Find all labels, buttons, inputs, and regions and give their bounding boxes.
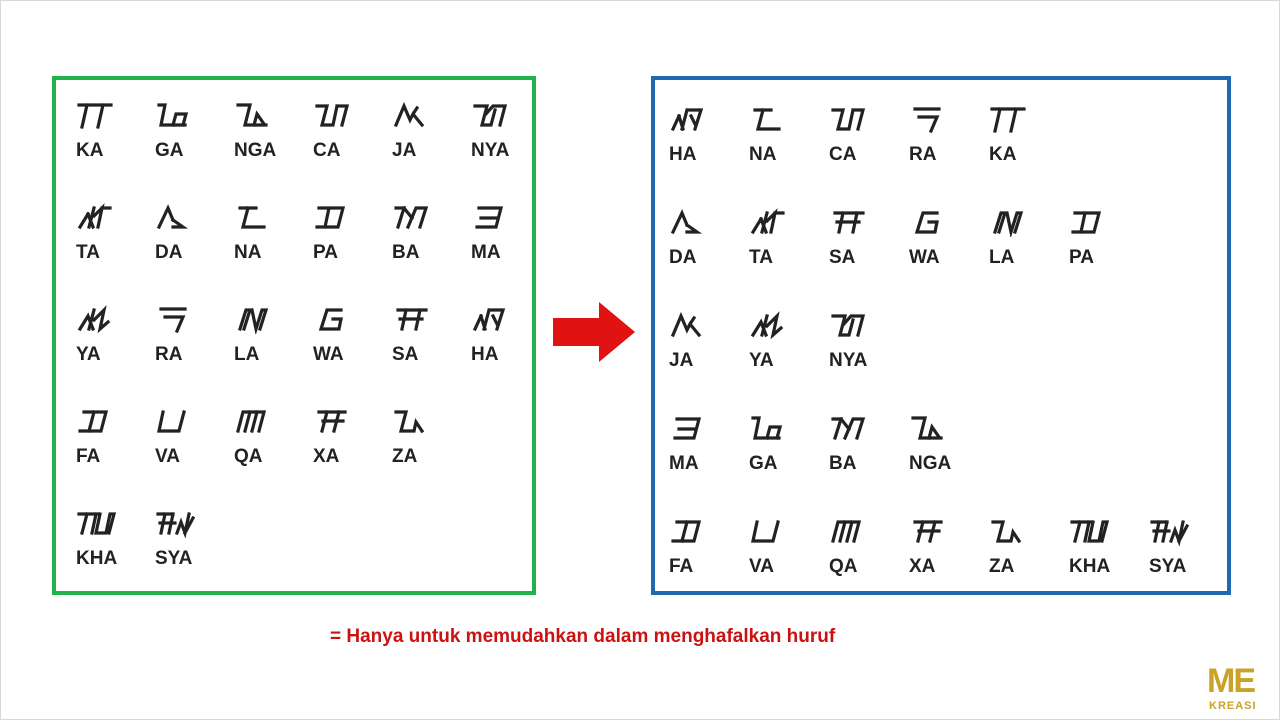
letter-cell-kha: [76, 508, 148, 574]
letter-label: HA: [471, 344, 499, 365]
letter-cell-nya: [829, 310, 901, 376]
letter-cell-ra: [909, 104, 981, 170]
letter-label: SYA: [155, 548, 193, 569]
letter-cell-nga: [909, 413, 981, 479]
ra-glyph-icon: [155, 304, 195, 334]
letter-cell-la: [989, 207, 1061, 273]
sa-glyph-icon: [392, 304, 432, 334]
letter-label: NGA: [909, 453, 952, 474]
letter-cell-pa: [1069, 207, 1141, 273]
nya-glyph-icon: [829, 310, 869, 340]
letter-cell-la: [234, 304, 306, 370]
letter-label: QA: [829, 556, 858, 577]
sya-glyph-icon: [155, 508, 195, 538]
letter-label: SYA: [1149, 556, 1187, 577]
letter-label: BA: [829, 453, 857, 474]
letter-label: TA: [749, 247, 773, 268]
xa-glyph-icon: [313, 406, 353, 436]
letter-cell-ra: [155, 304, 227, 370]
right-arrow-icon: [553, 302, 635, 362]
kha-glyph-icon: [76, 508, 116, 538]
na-glyph-icon: [749, 104, 789, 134]
la-glyph-icon: [234, 304, 274, 334]
letter-cell-fa: [76, 406, 148, 472]
kha-glyph-icon: [1069, 516, 1109, 546]
letter-label: GA: [155, 140, 184, 161]
ba-glyph-icon: [829, 413, 869, 443]
ja-glyph-icon: [669, 310, 709, 340]
letter-label: CA: [829, 144, 857, 165]
letter-label: VA: [749, 556, 774, 577]
nga-glyph-icon: [234, 100, 274, 130]
nya-glyph-icon: [471, 100, 511, 130]
nga-glyph-icon: [909, 413, 949, 443]
letter-cell-ya: [76, 304, 148, 370]
letter-cell-fa: [669, 516, 741, 582]
la-glyph-icon: [989, 207, 1029, 237]
za-glyph-icon: [392, 406, 432, 436]
logo-main-text: ME: [1207, 662, 1254, 700]
letter-label: KHA: [1069, 556, 1111, 577]
letter-label: VA: [155, 446, 180, 467]
qa-glyph-icon: [829, 516, 869, 546]
letter-label: HA: [669, 144, 697, 165]
ta-glyph-icon: [76, 202, 116, 232]
letter-cell-ga: [749, 413, 821, 479]
letter-cell-sa: [392, 304, 464, 370]
ka-glyph-icon: [76, 100, 116, 130]
letter-label: RA: [155, 344, 183, 365]
letter-cell-ha: [471, 304, 543, 370]
letter-label: DA: [669, 247, 697, 268]
va-glyph-icon: [155, 406, 195, 436]
ta-glyph-icon: [749, 207, 789, 237]
letter-cell-ma: [471, 202, 543, 268]
letter-cell-ya: [749, 310, 821, 376]
letter-label: TA: [76, 242, 100, 263]
letter-cell-ka: [989, 104, 1061, 170]
ra-glyph-icon: [909, 104, 949, 134]
letter-label: CA: [313, 140, 341, 161]
letter-label: GA: [749, 453, 778, 474]
letter-label: JA: [392, 140, 417, 161]
letter-cell-ba: [829, 413, 901, 479]
letter-cell-kha: [1069, 516, 1141, 582]
letter-label: KA: [76, 140, 104, 161]
letter-label: ZA: [989, 556, 1015, 577]
letter-label: SA: [829, 247, 856, 268]
letter-cell-na: [234, 202, 306, 268]
letter-cell-ca: [829, 104, 901, 170]
letter-label: FA: [76, 446, 101, 467]
memorization-note: = Hanya untuk memudahkan dalam menghafalkan huruf: [330, 626, 836, 647]
letter-label: NA: [234, 242, 262, 263]
letter-cell-nga: [234, 100, 306, 166]
letter-label: KHA: [76, 548, 118, 569]
sa-glyph-icon: [829, 207, 869, 237]
wa-glyph-icon: [313, 304, 353, 334]
wa-glyph-icon: [909, 207, 949, 237]
grouped-order-panel: [651, 76, 1231, 595]
letter-label: NYA: [471, 140, 510, 161]
letter-cell-va: [155, 406, 227, 472]
ma-glyph-icon: [471, 202, 511, 232]
ga-glyph-icon: [155, 100, 195, 130]
ga-glyph-icon: [749, 413, 789, 443]
letter-label: NA: [749, 144, 777, 165]
da-glyph-icon: [155, 202, 195, 232]
letter-label: WA: [313, 344, 344, 365]
letter-label: SA: [392, 344, 419, 365]
letter-cell-ma: [669, 413, 741, 479]
pa-glyph-icon: [1069, 207, 1109, 237]
letter-cell-xa: [909, 516, 981, 582]
letter-label: YA: [749, 350, 774, 371]
letter-cell-za: [989, 516, 1061, 582]
letter-label: LA: [989, 247, 1015, 268]
logo-sub-text: KREASI: [1209, 700, 1257, 712]
letter-label: QA: [234, 446, 263, 467]
letter-label: WA: [909, 247, 940, 268]
letter-cell-nya: [471, 100, 543, 166]
letter-label: YA: [76, 344, 101, 365]
letter-cell-ta: [76, 202, 148, 268]
letter-cell-qa: [829, 516, 901, 582]
letter-cell-wa: [909, 207, 981, 273]
fa-glyph-icon: [76, 406, 116, 436]
ya-glyph-icon: [76, 304, 116, 334]
letter-cell-na: [749, 104, 821, 170]
ca-glyph-icon: [313, 100, 353, 130]
original-order-panel: [52, 76, 536, 595]
letter-label: FA: [669, 556, 694, 577]
letter-label: MA: [471, 242, 501, 263]
letter-cell-sya: [1149, 516, 1221, 582]
letter-cell-va: [749, 516, 821, 582]
ca-glyph-icon: [829, 104, 869, 134]
ha-glyph-icon: [471, 304, 511, 334]
letter-label: JA: [669, 350, 694, 371]
ma-glyph-icon: [669, 413, 709, 443]
letter-cell-da: [155, 202, 227, 268]
letter-label: PA: [313, 242, 338, 263]
letter-label: NYA: [829, 350, 868, 371]
letter-cell-ja: [669, 310, 741, 376]
ka-glyph-icon: [989, 104, 1029, 134]
letter-cell-da: [669, 207, 741, 273]
na-glyph-icon: [234, 202, 274, 232]
letter-cell-ca: [313, 100, 385, 166]
xa-glyph-icon: [909, 516, 949, 546]
letter-label: NGA: [234, 140, 277, 161]
letter-cell-ha: [669, 104, 741, 170]
letter-cell-sya: [155, 508, 227, 574]
ha-glyph-icon: [669, 104, 709, 134]
letter-cell-qa: [234, 406, 306, 472]
letter-cell-ta: [749, 207, 821, 273]
ya-glyph-icon: [749, 310, 789, 340]
letter-label: XA: [313, 446, 340, 467]
pa-glyph-icon: [313, 202, 353, 232]
letter-cell-ga: [155, 100, 227, 166]
letter-cell-pa: [313, 202, 385, 268]
qa-glyph-icon: [234, 406, 274, 436]
letter-cell-ja: [392, 100, 464, 166]
letter-label: LA: [234, 344, 260, 365]
letter-label: RA: [909, 144, 937, 165]
letter-label: ZA: [392, 446, 418, 467]
letter-cell-wa: [313, 304, 385, 370]
letter-label: DA: [155, 242, 183, 263]
ba-glyph-icon: [392, 202, 432, 232]
letter-label: MA: [669, 453, 699, 474]
sya-glyph-icon: [1149, 516, 1189, 546]
letter-cell-za: [392, 406, 464, 472]
letter-label: KA: [989, 144, 1017, 165]
letter-label: XA: [909, 556, 936, 577]
letter-cell-sa: [829, 207, 901, 273]
letter-cell-ka: [76, 100, 148, 166]
za-glyph-icon: [989, 516, 1029, 546]
me-kreasi-logo: [1207, 662, 1269, 716]
da-glyph-icon: [669, 207, 709, 237]
letter-label: BA: [392, 242, 420, 263]
letter-cell-ba: [392, 202, 464, 268]
ja-glyph-icon: [392, 100, 432, 130]
va-glyph-icon: [749, 516, 789, 546]
letter-cell-xa: [313, 406, 385, 472]
letter-label: PA: [1069, 247, 1094, 268]
fa-glyph-icon: [669, 516, 709, 546]
